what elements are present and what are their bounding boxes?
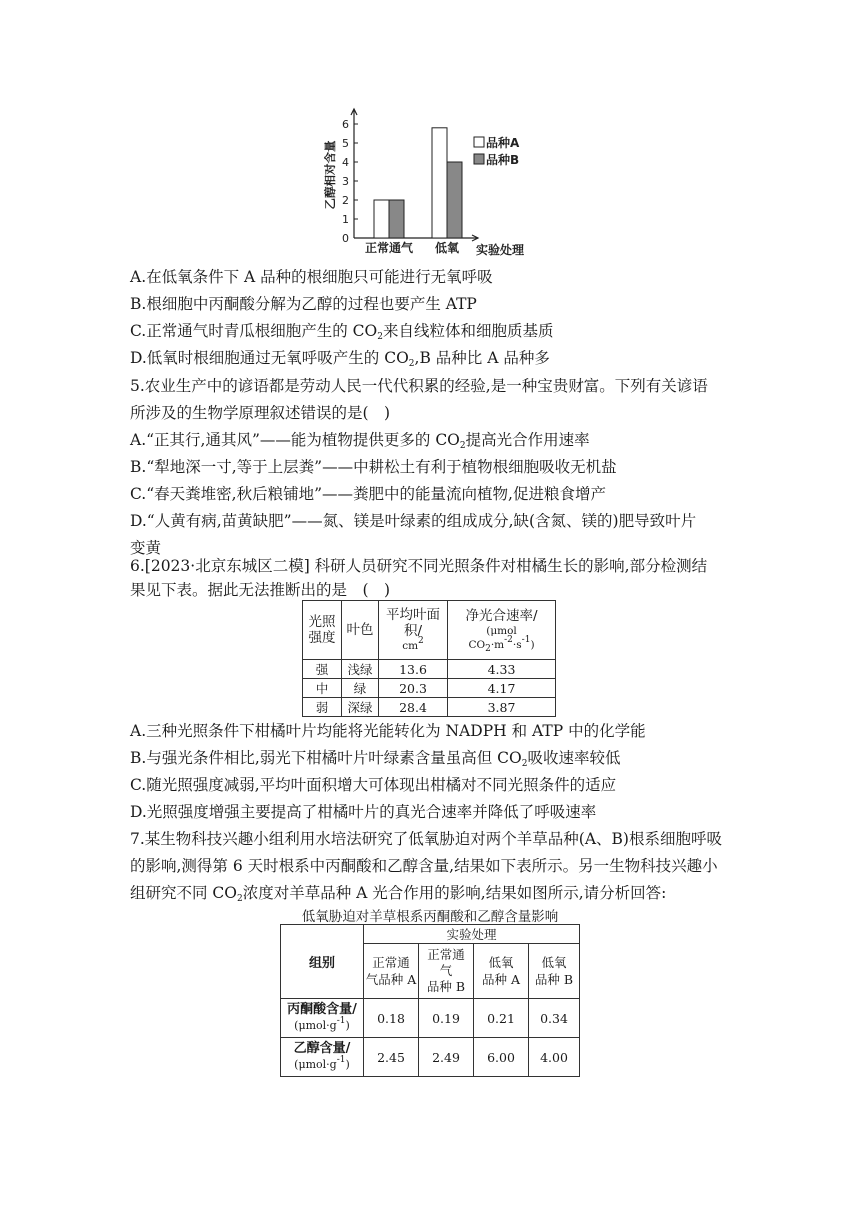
table2-caption: 低氧胁迫对羊草根系丙酮酸和乙醇含量影响 [301, 909, 559, 925]
q6-option-c: C.随光照强度减弱,平均叶面积增大可体现出柑橘对不同光照条件的适应 [130, 776, 617, 794]
row-label-ethanol: 乙醇含量/ $(\mu mol\cdot g^{-1})$ [281, 1038, 364, 1077]
cell-area: 28.4 [379, 698, 448, 717]
header-normal-a: 正常通 气品种 A [364, 944, 419, 999]
q5-option-a: A.“正其行,通其风”——能为植物提供更多的 $CO_2$提高光合作用速率 [130, 431, 590, 451]
q4-option-d: D.低氧时根细胞通过无氧呼吸产生的 $CO_2,B$ 品种比 A 品种多 [130, 349, 550, 369]
y-axis-title: 乙醇相对含量 [323, 140, 337, 210]
cell-value: 0.21 [474, 999, 529, 1038]
q5-stem-line2: 所涉及的生物学原理叙述错误的是( ) [130, 404, 391, 422]
bar [374, 200, 389, 238]
table-header-row [303, 601, 556, 660]
q5-option-b: B.“犁地深一寸,等于上层粪”——中耕松土有利于植物根细胞吸收无机盐 [130, 458, 617, 476]
header-net-photosynthesis: 净光合速率/ (μmol $CO_2\cdot m^{-2}\cdot s^{-1}$) [448, 601, 556, 660]
cell-value: 0.18 [364, 999, 419, 1038]
legend-swatch [474, 154, 484, 164]
x-axis-title: 实验处理 [475, 243, 525, 257]
q6-option-b: B.与强光条件相比,弱光下柑橘叶片叶绿素含量虽高但 $CO_2$吸收速率较低 [130, 749, 621, 769]
y-tick-label: 0 [342, 232, 349, 245]
cell-rate: 4.33 [448, 660, 556, 679]
y-tick-label: 4 [342, 156, 349, 169]
header-treatment: 实验处理 [364, 925, 580, 944]
q7-stem-line3: 组研究不同 $CO_2$浓度对羊草品种 A 光合作用的影响,结果如图所示,请分析回答: [130, 884, 667, 904]
cell-value: 4.00 [529, 1038, 580, 1077]
x-category-label: 低氧 [434, 241, 460, 255]
chart-bars [374, 128, 462, 238]
legend-swatch [474, 137, 484, 147]
cell-area: 20.3 [379, 679, 448, 698]
q7-stem-line1: 7.某生物科技兴趣小组利用水培法研究了低氧胁迫对两个羊草品种(A、B)根系细胞呼吸 [130, 830, 722, 848]
header-normal-b: 正常通 气 品种 B [419, 944, 474, 999]
light-citrus-table [302, 600, 556, 717]
q6-option-a: A.三种光照条件下柑橘叶片均能将光能转化为 NADPH 和 ATP 中的化学能 [130, 722, 646, 740]
y-tick-label: 1 [342, 213, 349, 226]
table-row [281, 999, 580, 1038]
q6-stem-line2: 果见下表。据此无法推断出的是 ( ) [130, 581, 391, 599]
q7-stem-line2: 的影响,测得第 6 天时根系中丙酮酸和乙醇含量,结果如下表所示。另一生物科技兴趣小 [130, 857, 718, 875]
table-row [281, 1038, 580, 1077]
header-leaf-color: 叶色 [342, 601, 379, 660]
q6-stem-line1: 6.[2023·北京东城区二模] 科研人员研究不同光照条件对柑橘生长的影响,部分检测结 [130, 557, 708, 575]
q5-stem-line1: 5.农业生产中的谚语都是劳动人民一代代积累的经验,是一种宝贵财富。下列有关谚语 [130, 377, 708, 395]
q6-option-d: D.光照强度增强主要提高了柑橘叶片的真光合速率并降低了呼吸速率 [130, 803, 597, 821]
header-leaf-area: 平均叶面 积/ $cm^2$ [379, 601, 448, 660]
header-hypoxia-a: 低氧 品种 A [474, 944, 529, 999]
q4-option-c: C.正常通气时青瓜根细胞产生的 $CO_2$来自线粒体和细胞质基质 [130, 322, 554, 342]
header-hypoxia-b: 低氧 品种 B [529, 944, 580, 999]
cell-rate: 4.17 [448, 679, 556, 698]
cell-area: 13.6 [379, 660, 448, 679]
header-group: 组别 [281, 925, 364, 999]
bar [432, 128, 447, 238]
y-tick-label: 6 [342, 118, 349, 131]
cell-color: 绿 [342, 679, 379, 698]
y-tick-label: 5 [342, 137, 349, 150]
bar [447, 162, 462, 238]
hypoxia-table [280, 924, 580, 1077]
table-header-row [281, 925, 580, 944]
y-tick-label: 2 [342, 194, 349, 207]
cell-light: 中 [303, 679, 342, 698]
q5-option-d-line2: 变黄 [130, 539, 162, 557]
table-row [303, 679, 556, 698]
y-tick-label: 3 [342, 175, 349, 188]
table-row [303, 660, 556, 679]
legend-label: 品种B [486, 153, 520, 167]
cell-light: 强 [303, 660, 342, 679]
bar [389, 200, 404, 238]
cell-value: 2.49 [419, 1038, 474, 1077]
q5-option-c: C.“春天粪堆密,秋后粮铺地”——粪肥中的能量流向植物,促进粮食增产 [130, 485, 606, 503]
cell-value: 0.34 [529, 999, 580, 1038]
cell-value: 2.45 [364, 1038, 419, 1077]
legend-label: 品种A [486, 136, 520, 150]
q4-option-a: A.在低氧条件下 A 品种的根细胞只可能进行无氧呼吸 [130, 268, 493, 286]
cell-light: 弱 [303, 698, 342, 717]
x-category-label: 正常通气 [364, 241, 414, 255]
cell-color: 浅绿 [342, 660, 379, 679]
chart-legend [474, 135, 520, 167]
cell-value: 6.00 [474, 1038, 529, 1077]
table-row [303, 698, 556, 717]
ethanol-bar-chart [322, 105, 542, 260]
q4-option-b: B.根细胞中丙酮酸分解为乙醇的过程也要产生 ATP [130, 295, 477, 313]
cell-value: 0.19 [419, 999, 474, 1038]
header-light-intensity: 光照 强度 [303, 601, 342, 660]
cell-rate: 3.87 [448, 698, 556, 717]
q5-option-d-line1: D.“人黄有病,苗黄缺肥”——氮、镁是叶绿素的组成成分,缺(含氮、镁的)肥导致叶片 [130, 512, 697, 530]
cell-color: 深绿 [342, 698, 379, 717]
row-label-pyruvate: 丙酮酸含量/ $(\mu mol\cdot g^{-1})$ [281, 999, 364, 1038]
